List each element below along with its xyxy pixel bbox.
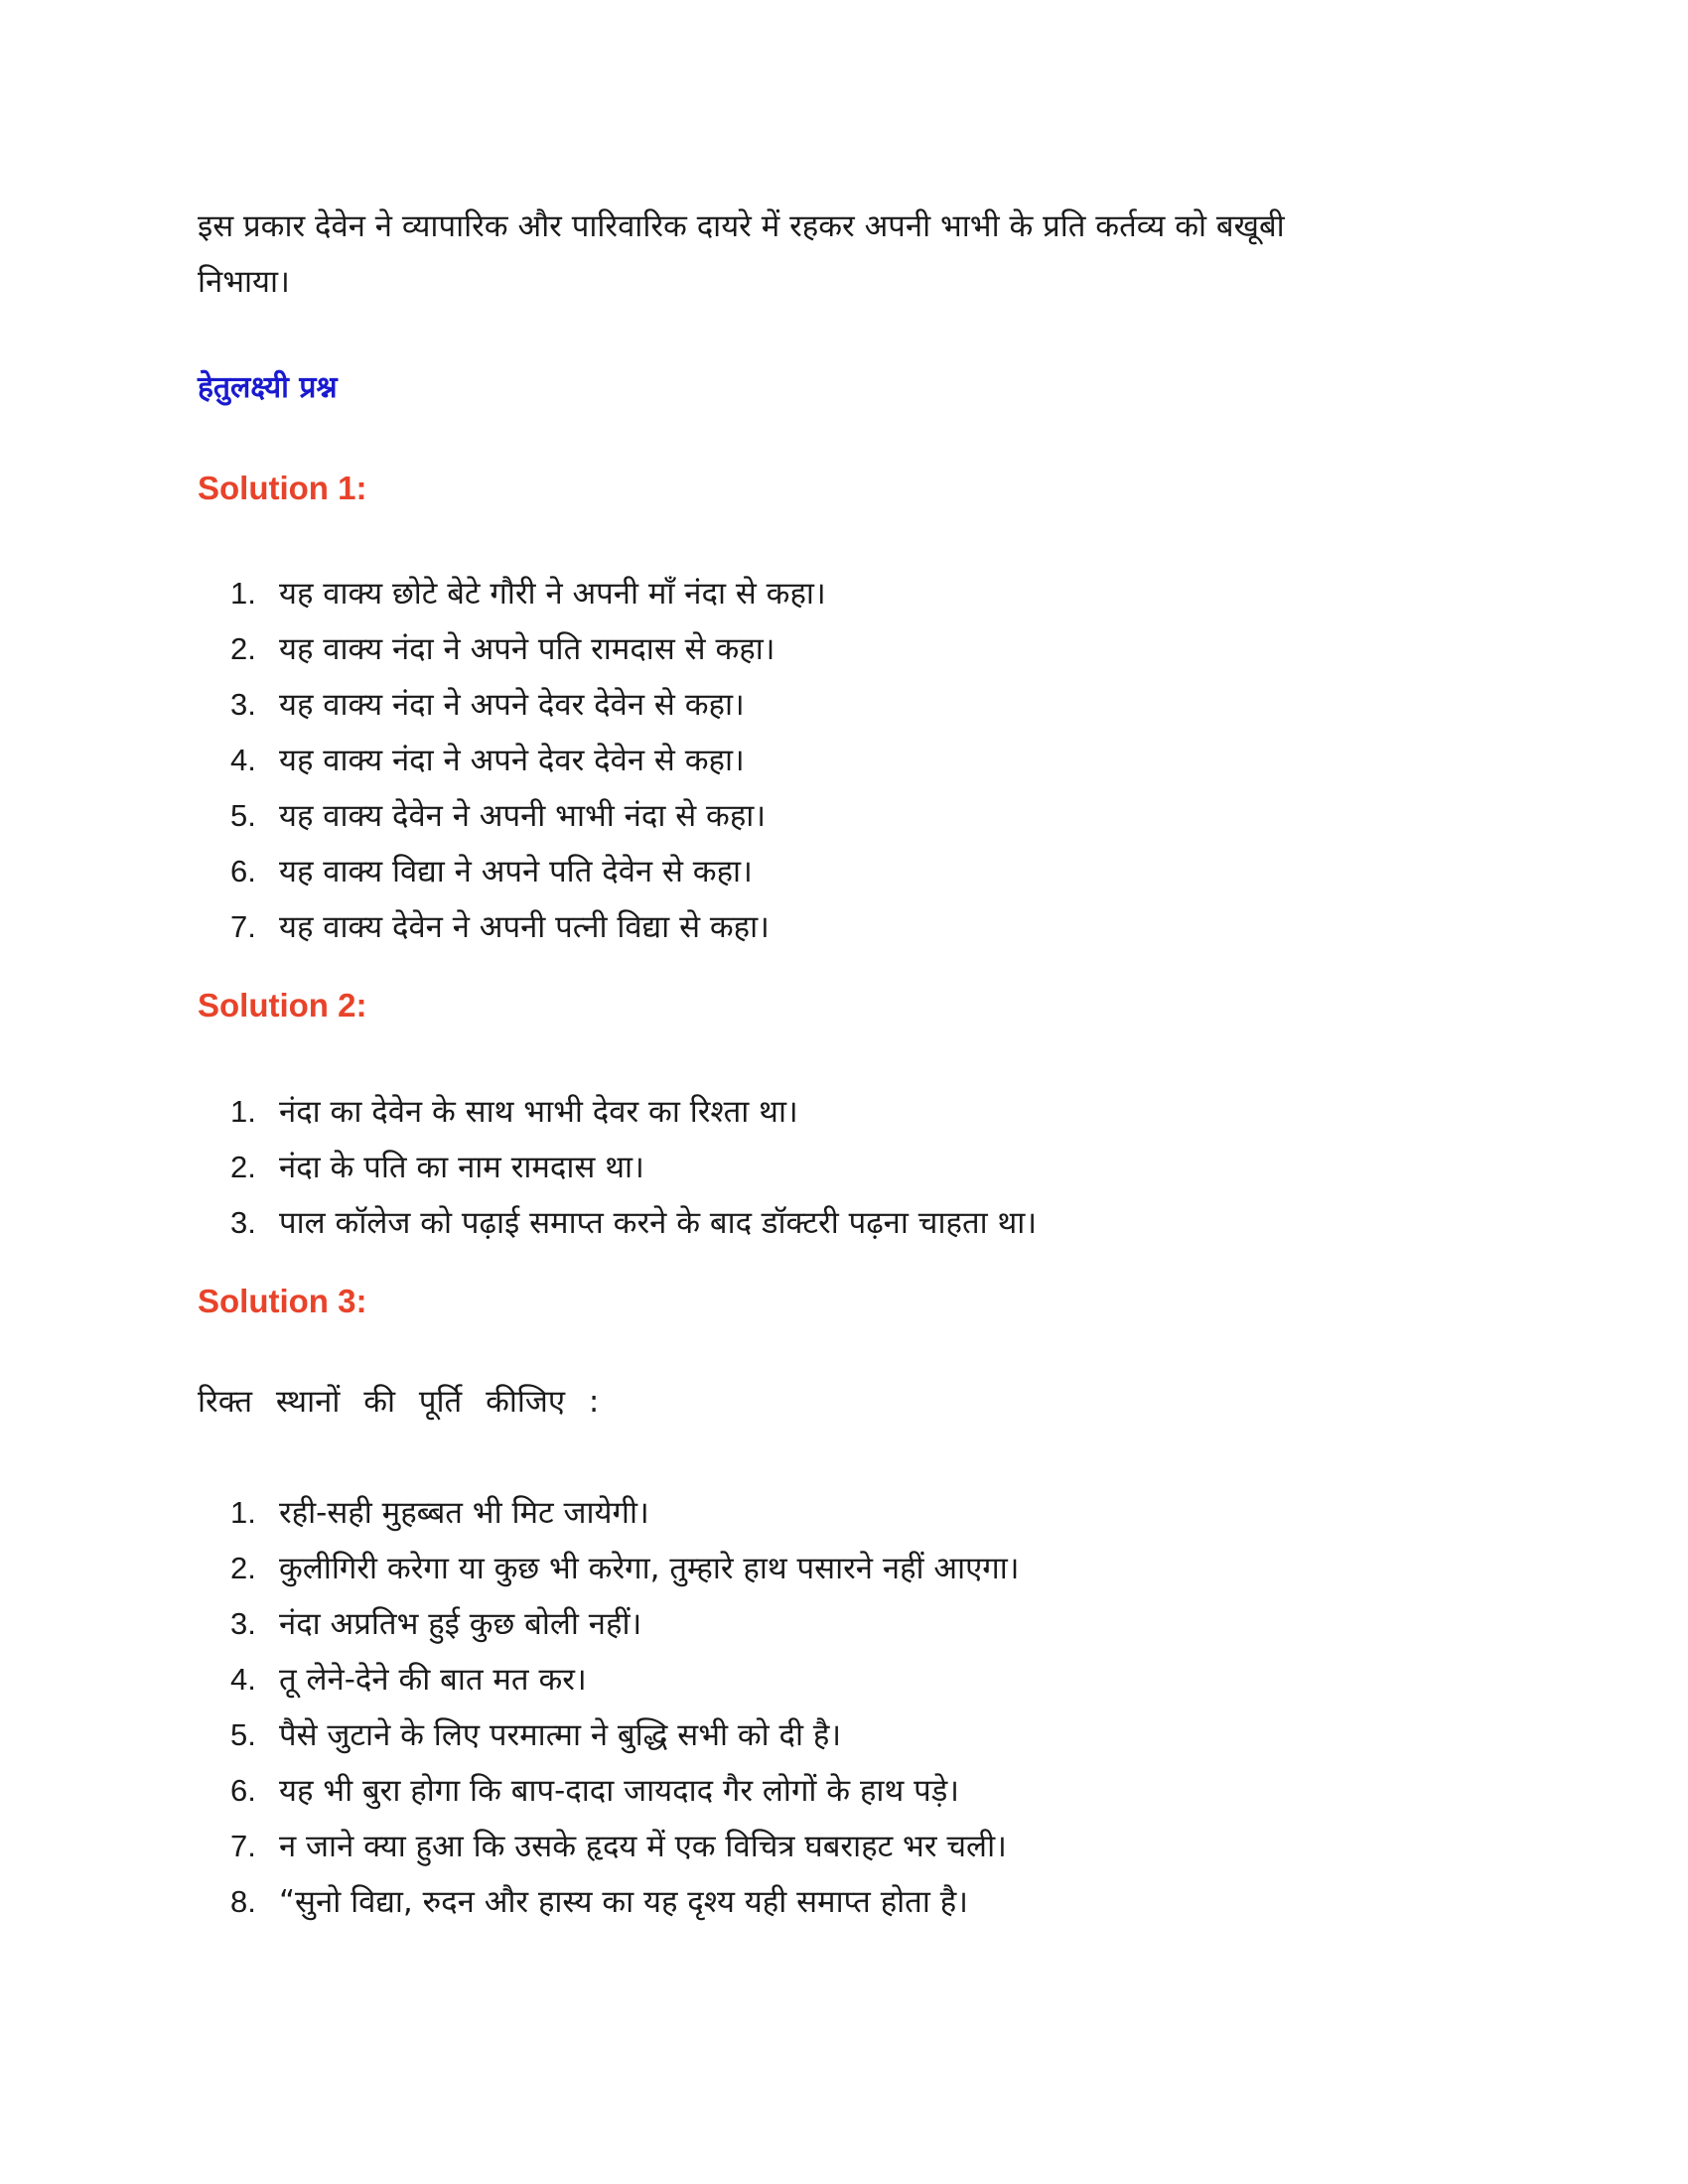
item-number: 8. <box>230 1884 256 1919</box>
item-text: रही-सही मुहब्बत भी मिट जायेगी। <box>279 1495 649 1531</box>
item-text: न जाने क्या हुआ कि उसके हृदय में एक विचित्र घबराहट भर चली। <box>279 1829 1007 1864</box>
item-text: “सुनो विद्या, रुदन और हास्य का यह दृश्य यही समाप्त होता है। <box>279 1884 968 1920</box>
item-number: 7. <box>230 1829 256 1863</box>
item-number: 5. <box>230 1717 256 1752</box>
solution-1-title: Solution 1: <box>198 470 367 506</box>
item-text: यह वाक्य नंदा ने अपने पति रामदास से कहा। <box>279 631 775 667</box>
item-text: यह वाक्य देवेन ने अपनी पत्नी विद्या से कहा। <box>279 909 770 945</box>
item-text: कुलीगिरी करेगा या कुछ भी करेगा, तुम्हारे हाथ पसारने नहीं आएगा। <box>279 1551 1020 1586</box>
item-number: 3. <box>230 1205 256 1240</box>
item-text: यह वाक्य देवेन ने अपनी भाभी नंदा से कहा। <box>279 798 767 834</box>
solution-3-title: Solution 3: <box>198 1283 367 1319</box>
item-text: यह वाक्य नंदा ने अपने देवर देवेन से कहा। <box>279 687 745 723</box>
section-heading: हेतुलक्ष्यी प्रश्न <box>198 370 338 405</box>
item-number: 3. <box>230 1606 256 1641</box>
item-number: 4. <box>230 743 256 777</box>
item-number: 3. <box>230 687 256 722</box>
item-number: 6. <box>230 1773 256 1808</box>
solution-2-title: Solution 2: <box>198 987 367 1024</box>
item-number: 2. <box>230 631 256 666</box>
item-number: 4. <box>230 1662 256 1697</box>
item-text: यह वाक्य विद्या ने अपने पति देवेन से कहा। <box>279 854 753 889</box>
item-number: 1. <box>230 1495 256 1530</box>
item-text: यह वाक्य छोटे बेटे गौरी ने अपनी माँ नंदा से कहा। <box>279 576 826 612</box>
item-text: नंदा के पति का नाम रामदास था। <box>279 1150 644 1185</box>
item-text: यह वाक्य नंदा ने अपने देवर देवेन से कहा। <box>279 743 745 778</box>
intro-line-2: निभाया। <box>198 264 290 300</box>
item-text: नंदा अप्रतिभ हुई कुछ बोली नहीं। <box>279 1606 642 1642</box>
intro-line-1: इस प्रकार देवेन ने व्यापारिक और पारिवारिक दायरे में रहकर अपनी भाभी के प्रति कर्तव्य को बखूबी <box>198 208 1285 244</box>
item-number: 7. <box>230 909 256 944</box>
item-number: 2. <box>230 1551 256 1585</box>
item-text: नंदा का देवेन के साथ भाभी देवर का रिश्ता था। <box>279 1094 798 1130</box>
intro-paragraph <box>198 199 1469 310</box>
item-number: 5. <box>230 798 256 833</box>
item-text: पैसे जुटाने के लिए परमात्मा ने बुद्धि सभी को दी है। <box>279 1717 842 1753</box>
item-text: तू लेने-देने की बात मत कर। <box>279 1662 587 1698</box>
item-text: यह भी बुरा होगा कि बाप-दादा जायदाद गैर लोगों के हाथ पड़े। <box>279 1773 960 1809</box>
item-number: 1. <box>230 576 256 611</box>
item-number: 1. <box>230 1094 256 1129</box>
item-number: 2. <box>230 1150 256 1184</box>
item-number: 6. <box>230 854 256 888</box>
solution-3-instruction: रिक्त स्थानों की पूर्ति कीजिए : <box>198 1384 600 1420</box>
item-text: पाल कॉलेज को पढ़ाई समाप्त करने के बाद डॉक्टरी पढ़ना चाहता था। <box>279 1205 1038 1241</box>
